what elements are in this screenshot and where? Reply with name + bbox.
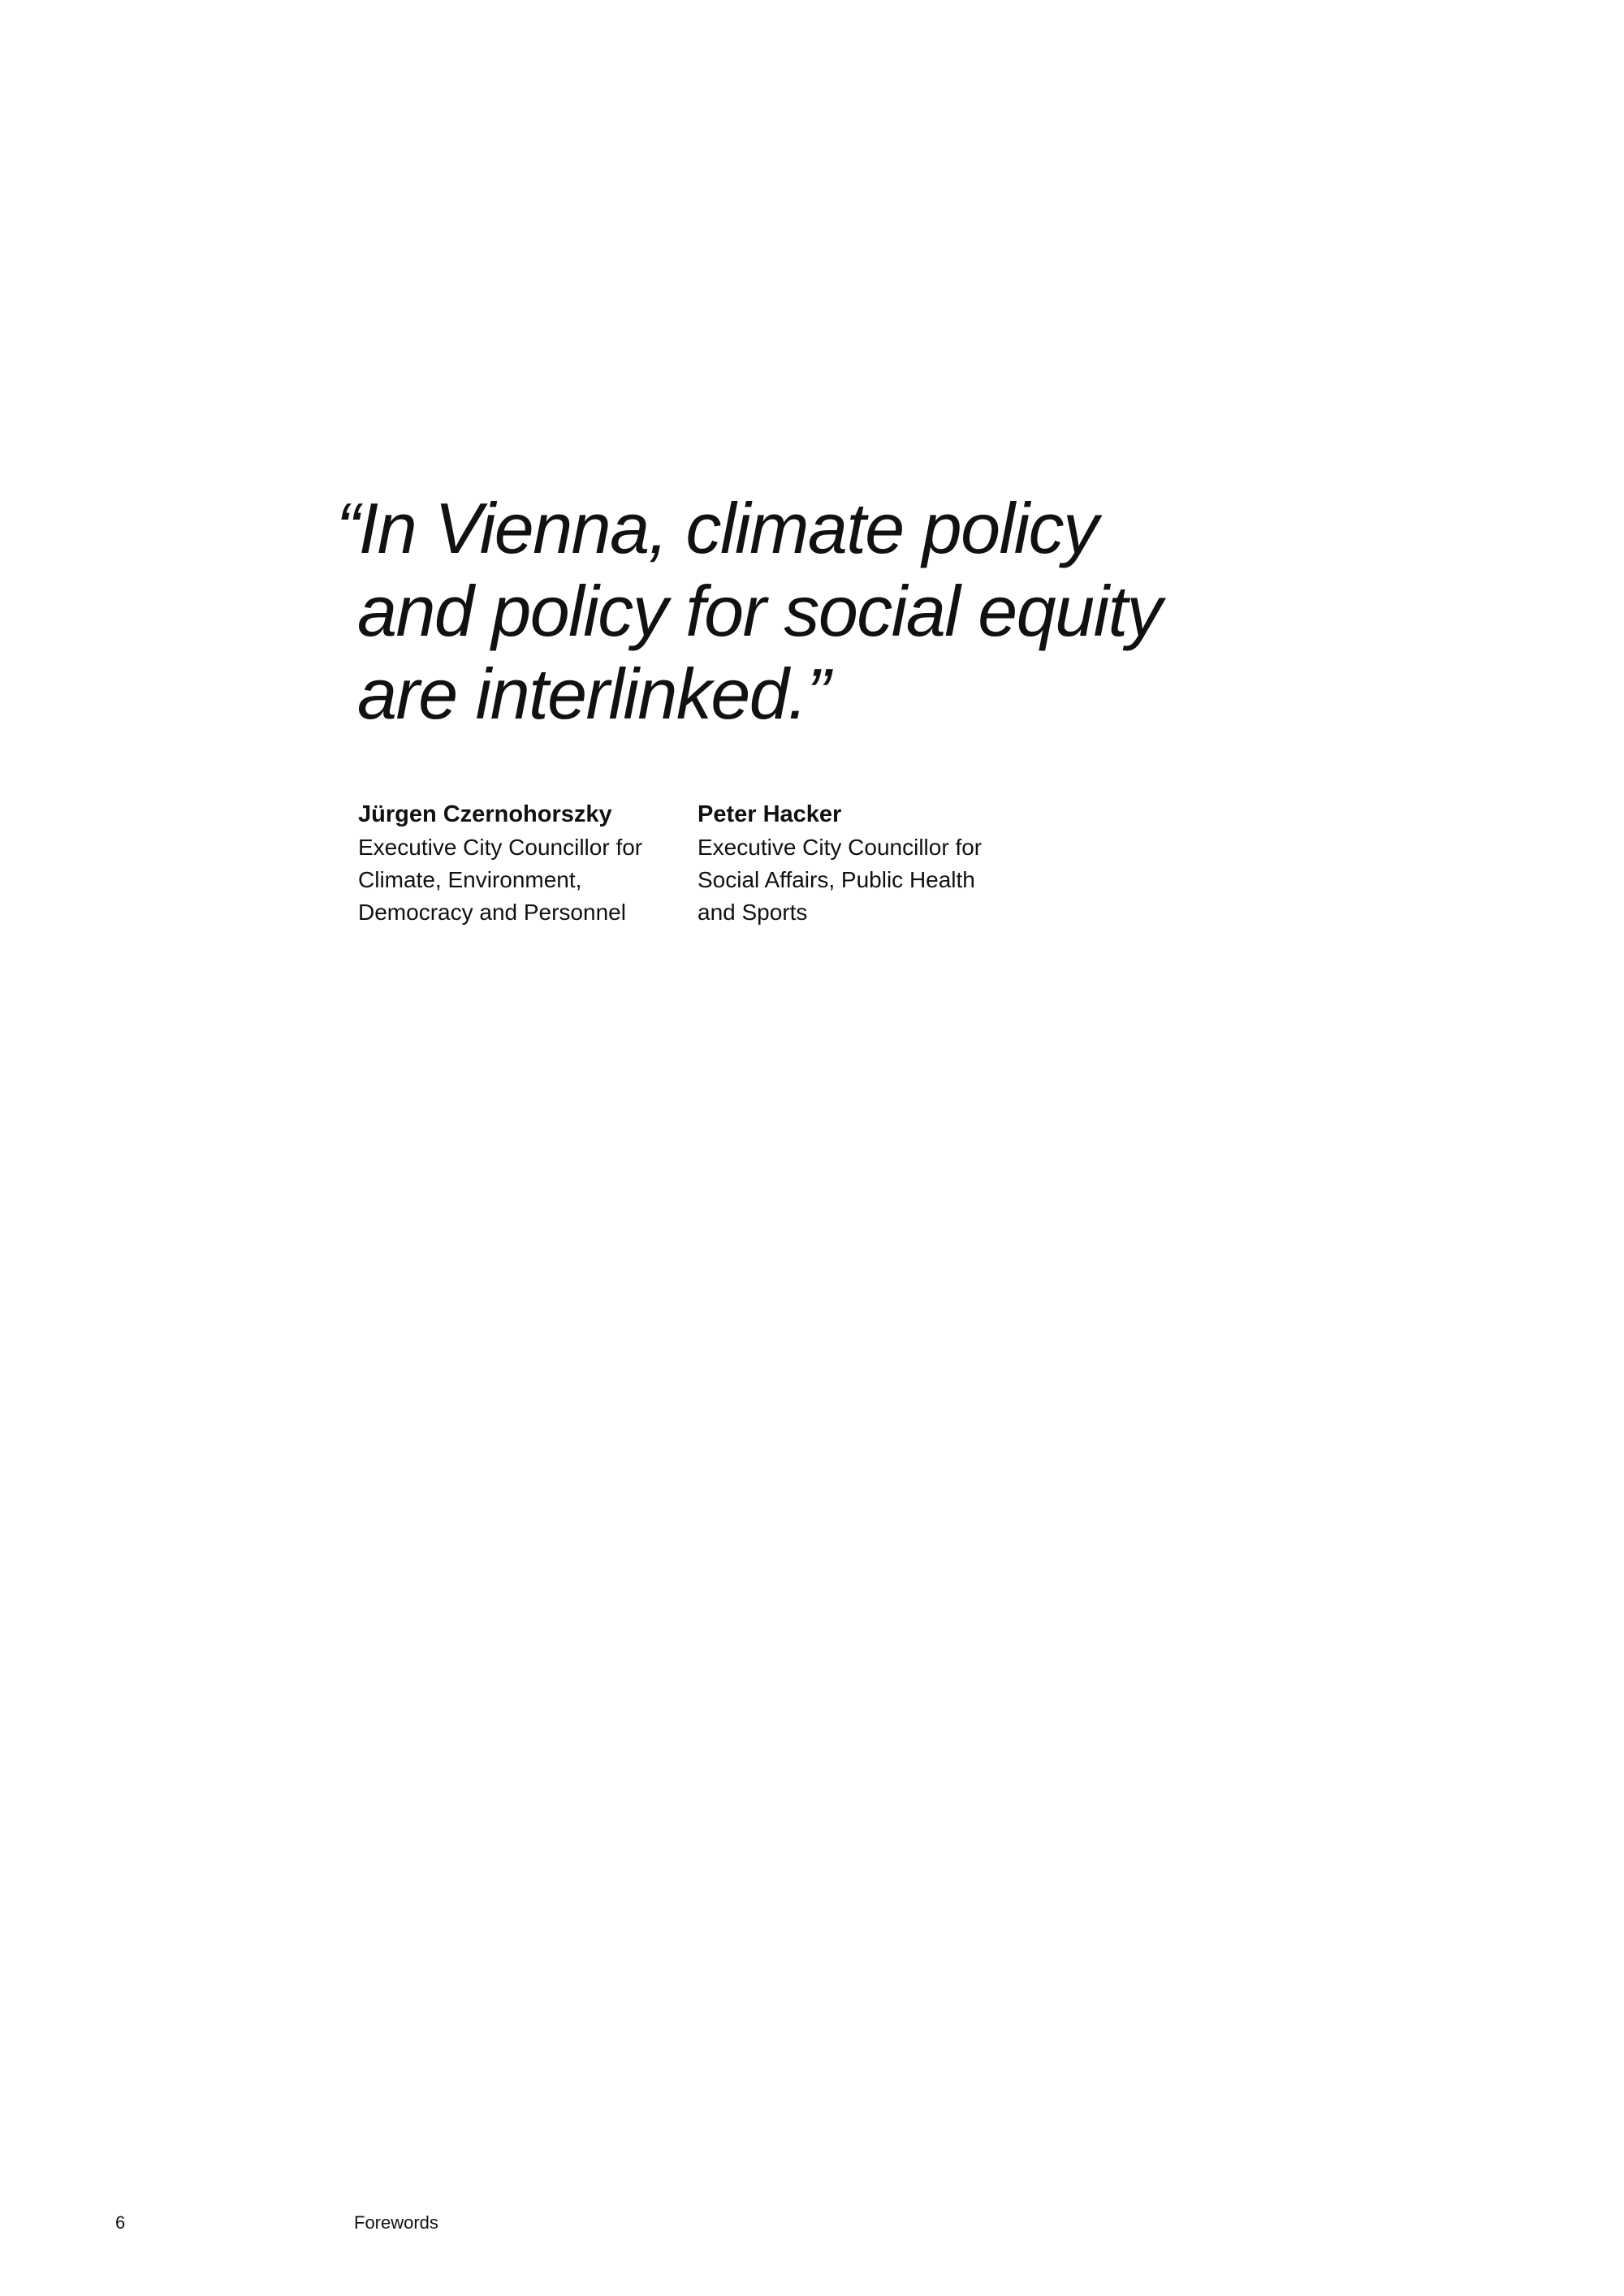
author-name: Jürgen Czernohorszky [358, 801, 612, 827]
author-role-line: Climate, Environment, [358, 867, 582, 892]
author-role-line: Democracy and Personnel [358, 900, 626, 925]
author-block-hacker [698, 798, 1006, 929]
quote-line: and policy for social equity [357, 571, 1162, 651]
page-number: 6 [115, 2212, 126, 2233]
quote-line: “In Vienna, climate policy [336, 488, 1098, 568]
author-block-czernohorszky [358, 798, 667, 929]
author-role-line: Social Affairs, Public Health [698, 867, 975, 892]
author-role-line: and Sports [698, 900, 808, 925]
quote-line: are interlinked.” [357, 654, 830, 734]
footer-section-title: Forewords [354, 2212, 438, 2233]
pull-quote [336, 487, 1311, 736]
author-role-line: Executive City Councillor for [698, 835, 983, 860]
author-name: Peter Hacker [698, 801, 842, 827]
author-role-line: Executive City Councillor for [358, 835, 643, 860]
